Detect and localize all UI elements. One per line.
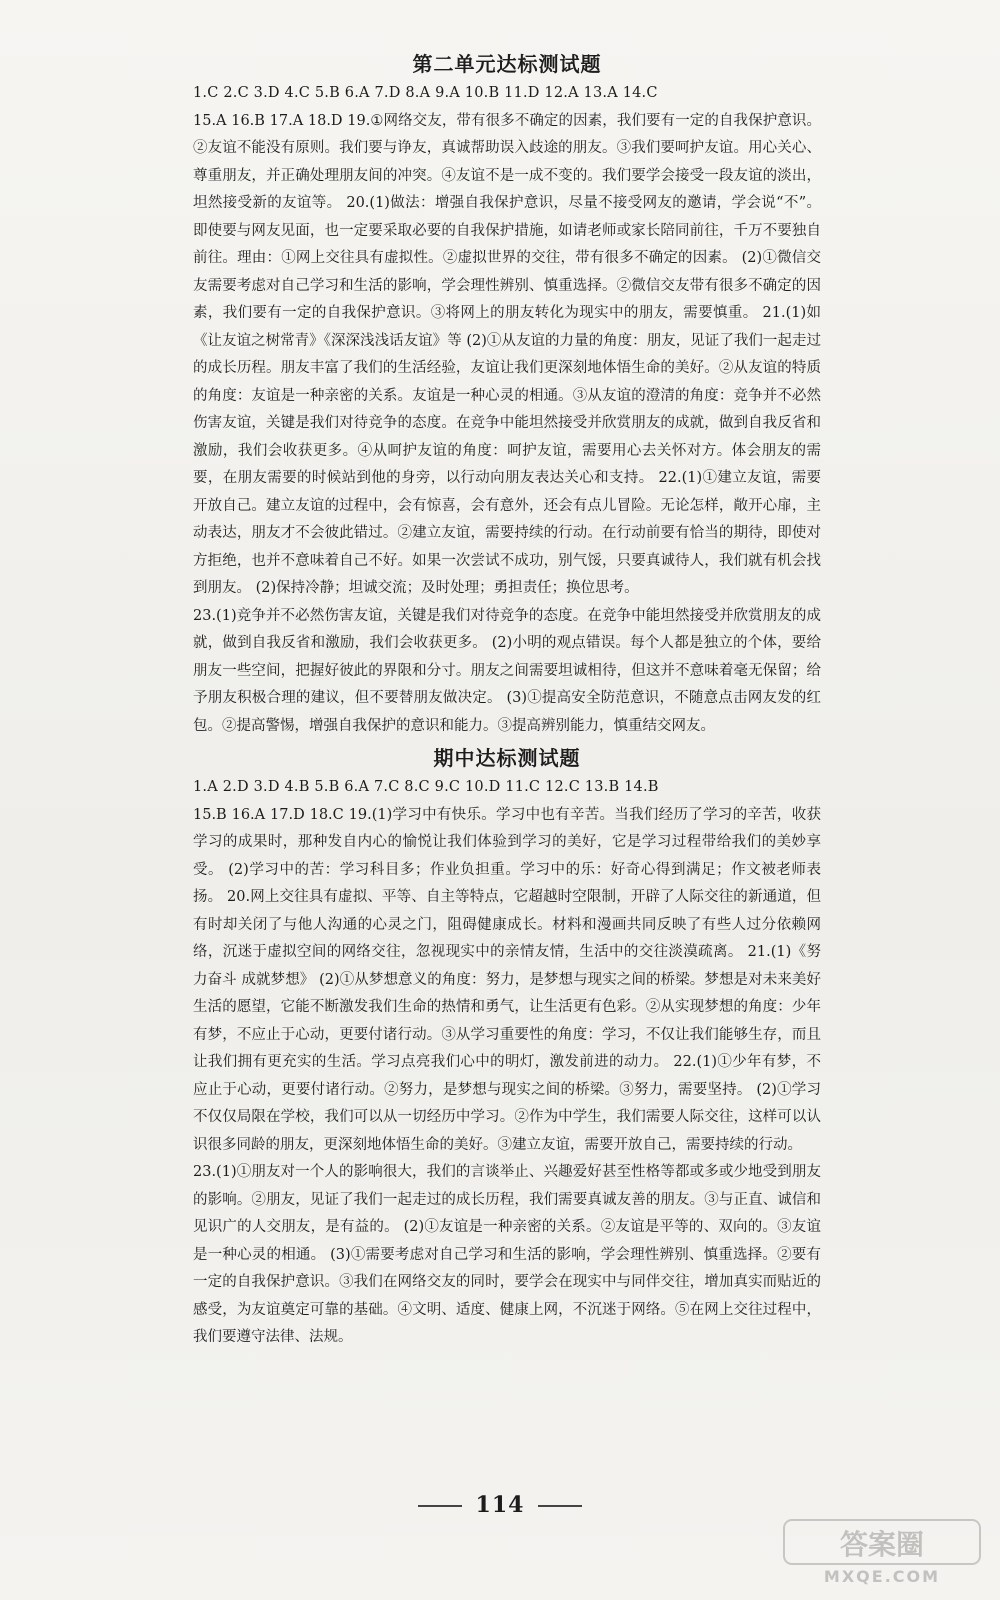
footer-dash-right <box>538 1505 582 1507</box>
watermark-logo-icon <box>782 1516 982 1586</box>
footer-dash-left <box>418 1505 462 1507</box>
page-footer <box>0 1492 1000 1518</box>
watermark-logo <box>782 1516 982 1586</box>
section-unit2 <box>193 48 821 740</box>
answer-paragraph: 23.(1)竞争并不必然伤害友谊，关键是我们对待竞争的态度。在竞争中能坦然接受并欣赏朋友的成就，做到自我反省和激励，我们会收获更多。 (2)小明的观点错误。每个人都是独立的个体，要给朋友一些空间，把握好彼此的界限和分寸。朋友之间需要坦诚相待，但这并不意味着毫无保留；给予朋友积极合理的建议，但不要替朋友做决定。 (3)①提高安全防范意识，不随意点击网友发的红包。②提高警惕，增强自我保护的意识和能力。③提高辨别能力，慎重结交网友。 <box>193 607 821 734</box>
watermark-text-line1: 答案圈 <box>839 1528 925 1561</box>
answer-paragraph: 15.A 16.B 17.A 18.D 19.①网络交友，带有很多不确定的因素，我们要有一定的自我保护意识。②友谊不能没有原则。我们要与诤友，真诚帮助误入歧途的朋友。③我们要呵护友谊。用心关心、尊重朋友，并正确处理朋友间的冲突。④友谊不是一成不变的。我们要学会接受一段友谊的淡出，坦然接受新的友谊等。 20.(1)做法：增强自我保护意识，尽量不接受网友的邀请，学会说“不”。即使要与网友见面，也一定要采取必要的自我保护措施，如请老师或家长陪同前往，千万不要独自前往。理由：①网上交往具有虚拟性。②虚拟世界的交往，带有很多不确定的因素。 (2)①微信交友需要考虑对自己学习和生活的影响，学会理性辨别、慎重选择。②微信交友带有很多不确定的因素，我们要有一定的自我保护意识。③将网上的朋友转化为现实中的朋友，需要慎重。 21.(1)如《让友谊之树常青》《深深浅浅话友谊》等 (2)①从友谊的力量的角度：朋友，见证了我们一起走过的成长历程。朋友丰富了我们的生活经验，友谊让我们更深刻地体悟生命的美好。②从友谊的特质的角度：友谊是一种亲密的关系。友谊是一种心灵的相通。③从友谊的澄清的角度：竞争并不必然伤害友谊，关键是我们对待竞争的态度。在竞争中能坦然接受并欣赏朋友的成就，做到自我反省和激励，我们会收获更多。④从呵护友谊的角度：呵护友谊，需要用心去关怀对方。体会朋友的需要，在朋友需要的时候站到他的身旁，以行动向朋友表达关心和支持。 22.(1)①建立友谊，需要开放自己。建立友谊的过程中，会有惊喜，会有意外，还会有点儿冒险。无论怎样，敞开心扉，主动表达，朋友才不会彼此错过。②建立友谊，需要持续的行动。在行动前要有恰当的期待，即使对方拒绝，也并不意味着自己不好。如果一次尝试不成功，别气馁，只要真诚待人，我们就有机会找到朋友。 (2)保持冷静；坦诚交流；及时处理；勇担责任；换位思考。 <box>193 112 821 596</box>
section-title: 期中达标测试题 <box>433 746 581 770</box>
section-title: 第二单元达标测试题 <box>412 52 602 76</box>
page-number: 114 <box>475 1492 525 1518</box>
answer-paragraph: 15.B 16.A 17.D 18.C 19.(1)学习中有快乐。学习中也有辛苦。当我们经历了学习的辛苦，收获学习的成果时，那种发自内心的愉悦让我们体验到学习的美好，它是学习过程带给我们的美妙享受。 (2)学习中的苦：学习科目多；作业负担重。学习中的乐：好奇心得到满足；作文被老师表扬。 20.网上交往具有虚拟、平等、自主等特点，它超越时空限制，开辟了人际交往的新通道，但有时却关闭了与他人沟通的心灵之门，阻碍健康成长。材料和漫画共同反映了有些人过分依赖网络，沉迷于虚拟空间的网络交往，忽视现实中的亲情友情，生活中的交往淡漠疏离。 21.(1)《努力奋斗 成就梦想》 (2)①从梦想意义的角度：努力，是梦想与现实之间的桥梁。梦想是对未来美好生活的愿望，它能不断激发我们生命的热情和勇气，让生活更有色彩。②从实现梦想的角度：少年有梦，不应止于心动，更要付诸行动。③从学习重要性的角度：学习，不仅让我们能够生存，而且让我们拥有更充实的生活。学习点亮我们心中的明灯，激发前进的动力。 22.(1)①少年有梦，不应止于心动，更要付诸行动。②努力，是梦想与现实之间的桥梁。③努力，需要坚持。 (2)①学习不仅仅局限在学校，我们可以从一切经历中学习。②作为中学生，我们需要人际交往，这样可以认识很多同龄的朋友，更深刻地体悟生命的美好。③建立友谊，需要开放自己，需要持续的行动。 <box>193 806 821 1153</box>
watermark-text-line2: MXQE.COM <box>823 1567 941 1586</box>
page-content <box>193 48 821 1352</box>
answer-paragraph: 23.(1)①朋友对一个人的影响很大，我们的言谈举止、兴趣爱好甚至性格等都或多或少地受到朋友的影响。②朋友，见证了我们一起走过的成长历程，我们需要真诚友善的朋友。③与正直、诚信和见识广的人交朋友，是有益的。 (2)①友谊是一种亲密的关系。②友谊是平等的、双向的。③友谊是一种心灵的相通。 (3)①需要考虑对自己学习和生活的影响，学会理性辨别、慎重选择。②要有一定的自我保护意识。③我们在网络交友的同时，要学会在现实中与同伴交往，增加真实而贴近的感受，为友谊奠定可靠的基础。④文明、适度、健康上网，不沉迷于网络。⑤在网上交往过程中，我们要遵守法律、法规。 <box>193 1164 821 1345</box>
section-midterm <box>193 742 821 1352</box>
mcq-answers: 1.A 2.D 3.D 4.B 5.B 6.A 7.C 8.C 9.C 10.D 11.C 12.C 13.B 14.B <box>193 779 659 795</box>
mcq-answers: 1.C 2.C 3.D 4.C 5.B 6.A 7.D 8.A 9.A 10.B 11.D 12.A 13.A 14.C <box>193 85 658 101</box>
